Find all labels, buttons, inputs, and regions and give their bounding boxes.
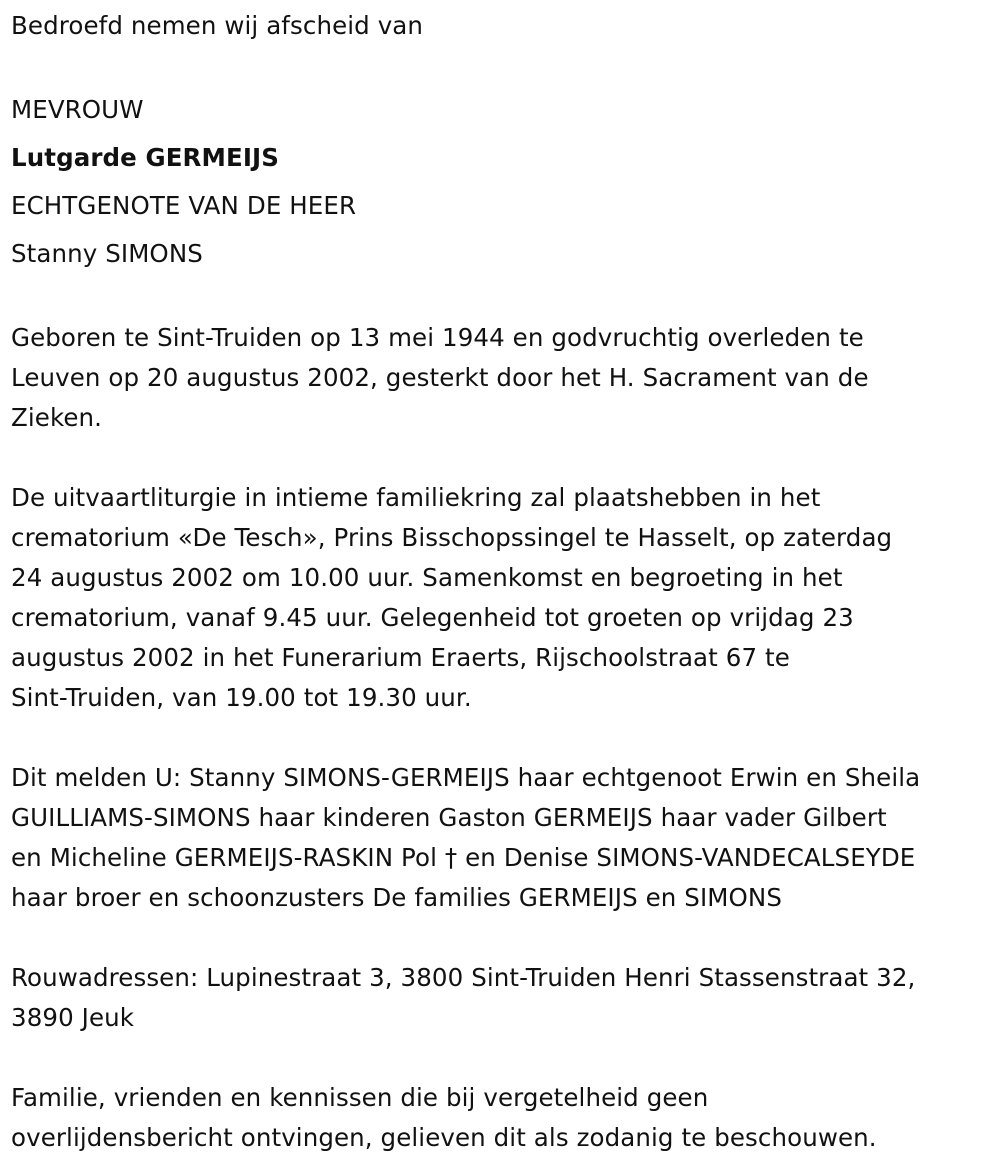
- paragraph-line: Rouwadressen: Lupinestraat 3, 3800 Sint-Truiden Henri Stassenstraat 32,: [11, 963, 916, 992]
- honorific: MEVROUW: [11, 95, 144, 124]
- relation-label: ECHTGENOTE VAN DE HEER: [11, 191, 357, 220]
- spacer: [11, 278, 996, 318]
- spacer: [11, 438, 996, 478]
- paragraph-line: Zieken.: [11, 403, 103, 432]
- paragraph-line: en Micheline GERMEIJS-RASKIN Pol † en Denise SIMONS-VANDECALSEYDE: [11, 843, 916, 872]
- paragraph-line: crematorium «De Tesch», Prins Bisschopssingel te Hasselt, op zaterdag: [11, 523, 893, 552]
- announcement-paragraph: [11, 758, 996, 918]
- paragraph-line: augustus 2002 in het Funerarium Eraerts, Rijschoolstraat 67 te: [11, 643, 790, 672]
- spacer: [11, 46, 996, 86]
- paragraph-line: 24 augustus 2002 om 10.00 uur. Samenkomst en begroeting in het: [11, 563, 843, 592]
- opening-line: Bedroefd nemen wij afscheid van: [11, 11, 424, 40]
- paragraph-line: Familie, vrienden en kennissen die bij vergetelheid geen: [11, 1083, 709, 1112]
- spouse-name: Stanny SIMONS: [11, 239, 203, 268]
- paragraph-line: haar broer en schoonzusters De families GERMEIJS en SIMONS: [11, 883, 782, 912]
- paragraph-line: Leuven op 20 augustus 2002, gesterkt door het H. Sacrament van de: [11, 363, 869, 392]
- paragraph-line: overlijdensbericht ontvingen, gelieven dit als zodanig te beschouwen.: [11, 1123, 877, 1152]
- paragraph-line: Geboren te Sint-Truiden op 13 mei 1944 en godvruchtig overleden te: [11, 323, 864, 352]
- spacer: [11, 1038, 996, 1078]
- spacer: [11, 718, 996, 758]
- closing-paragraph: [11, 1078, 996, 1158]
- paragraph-line: Sint-Truiden, van 19.00 tot 19.30 uur.: [11, 683, 472, 712]
- paragraph-line: crematorium, vanaf 9.45 uur. Gelegenheid tot groeten op vrijdag 23: [11, 603, 854, 632]
- birth-paragraph: [11, 318, 996, 438]
- funeral-paragraph: [11, 478, 996, 718]
- paragraph-line: 3890 Jeuk: [11, 1003, 135, 1032]
- address-paragraph: [11, 958, 996, 1038]
- paragraph-line: De uitvaartliturgie in intieme familiekring zal plaatshebben in het: [11, 483, 821, 512]
- spacer: [11, 918, 996, 958]
- paragraph-line: GUILLIAMS-SIMONS haar kinderen Gaston GERMEIJS haar vader Gilbert: [11, 803, 887, 832]
- deceased-block: [11, 86, 996, 278]
- obituary-document: [11, 6, 996, 1158]
- paragraph-line: Dit melden U: Stanny SIMONS-GERMEIJS haar echtgenoot Erwin en Sheila: [11, 763, 921, 792]
- deceased-name: Lutgarde GERMEIJS: [11, 143, 280, 172]
